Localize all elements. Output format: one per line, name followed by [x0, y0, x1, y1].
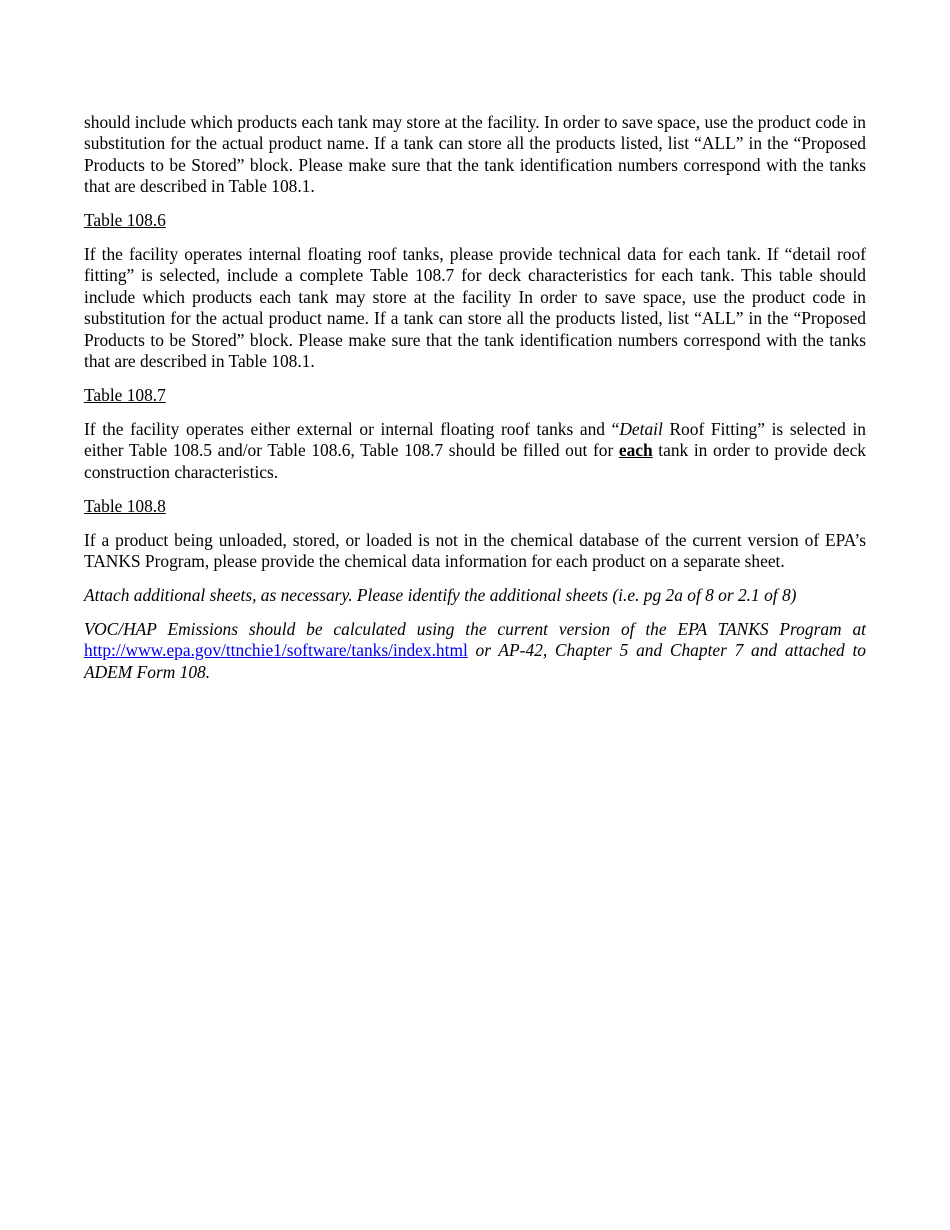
- table-108-7-body-part2: Roof Fitting” is selected in either Table 108.5 and/or Table 108.6, Table 108.7 should be filled out for: [84, 418, 866, 461]
- table-108-6-body: If the facility operates internal floating roof tanks, please provide technical data for each tank. If “detail roof fitting” is selected, include a complete Table 108.7 for deck characteristics for each tank. This table should include which products each tank may store at the facility In order to save space, use the product code in substitution for the actual product name. If a tank can store all the products listed, list “ALL” in the “Proposed Products to be Stored” block. Please make sure that the tank identification numbers correspond with the tanks that are described in Table 108.1.: [84, 244, 866, 372]
- emissions-note: [84, 619, 866, 683]
- emissions-note-part1: VOC/HAP Emissions should be calculated using the current version of the EPA TANKS Program at: [84, 618, 866, 639]
- table-108-6-heading: Table 108.6: [84, 210, 166, 231]
- table-108-8-body: If a product being unloaded, stored, or loaded is not in the chemical database of the current version of EPA’s TANKS Program, please provide the chemical data information for each product on a separate sheet.: [84, 529, 866, 571]
- table-108-8-heading: Table 108.8: [84, 495, 166, 516]
- emissions-note-part2: or AP-42, Chapter 5 and Chapter 7 and attached to ADEM Form 108.: [84, 640, 866, 682]
- attach-sheets-note: Attach additional sheets, as necessary. Please identify the additional sheets (i.e. pg 2a of 8 or 2.1 of 8): [84, 584, 797, 605]
- table-108-7-heading: Table 108.7: [84, 384, 166, 405]
- table-108-7-body: [84, 419, 866, 483]
- epa-tanks-link[interactable]: http://www.epa.gov/ttnchie1/software/tanks/index.html: [84, 640, 468, 661]
- table-108-7-body-part1: If the facility operates either external or internal floating roof tanks and “: [84, 418, 620, 439]
- table-108-7-body-part3: tank in order to provide deck construction characteristics.: [84, 440, 866, 482]
- each-emphasis: each: [618, 440, 653, 461]
- intro-paragraph: should include which products each tank may store at the facility. In order to save space, use the product code in substitution for the actual product name. If a tank can store all the products listed, list “ALL” in the “Proposed Products to be Stored” block. Please make sure that the tank identification numbers correspond with the tanks that are described in Table 108.1.: [84, 112, 866, 197]
- document-page: [84, 112, 866, 695]
- detail-emphasis: Detail: [619, 418, 663, 439]
